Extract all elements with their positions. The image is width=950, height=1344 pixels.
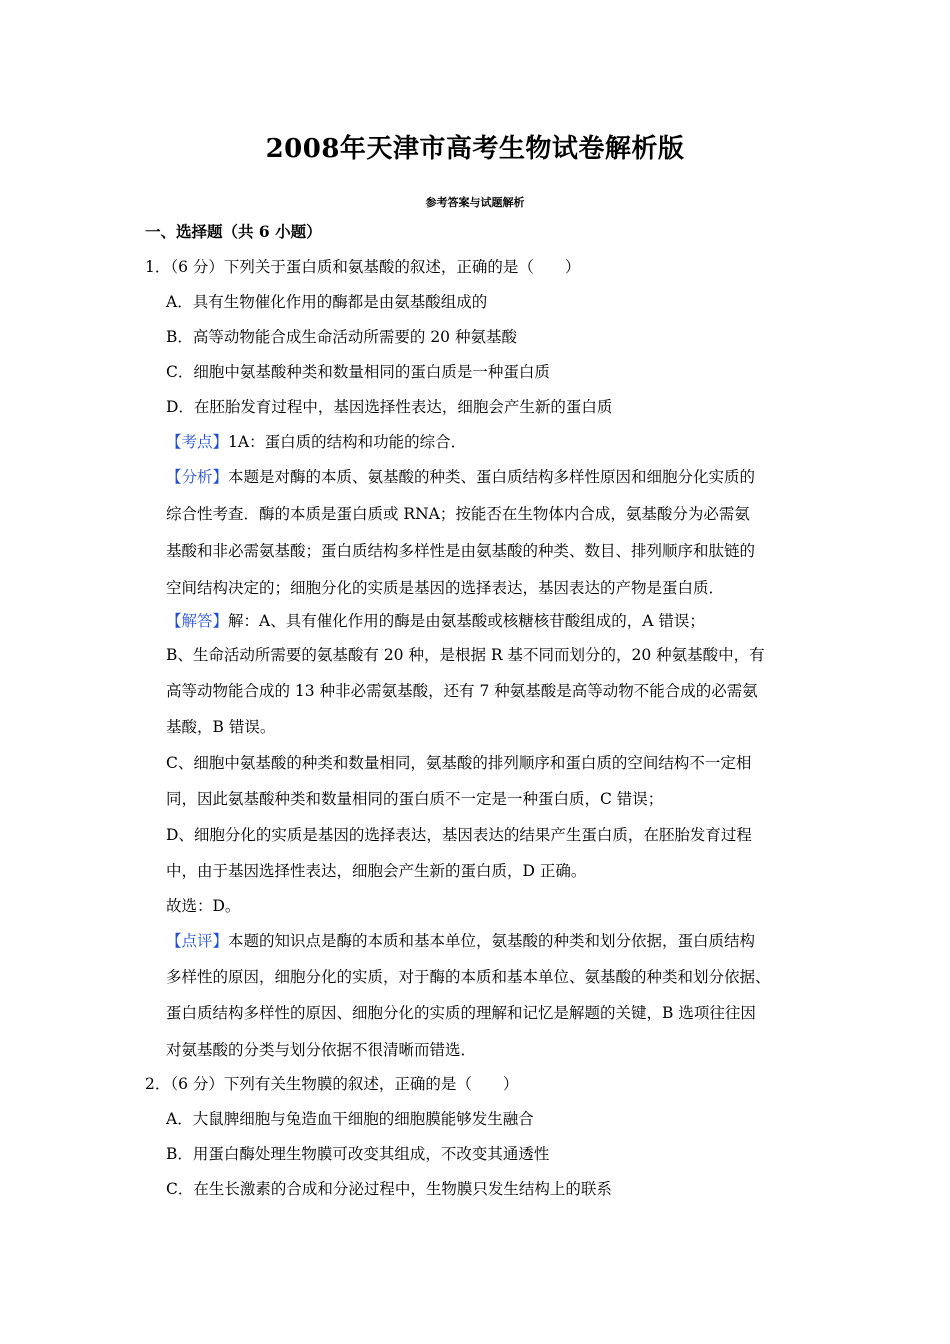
dianping-text-line: 本题的知识点是酶的本质和基本单位，氨基酸的种类和划分依据，蛋白质结构 (228, 932, 756, 950)
jieda-answer: 故选：D。 (166, 897, 241, 915)
dianping-text-line: 蛋白质结构多样性的原因、细胞分化的实质的理解和记忆是解题的关键，B 选项往往因 (166, 1004, 756, 1022)
fenxi-text-line: 空间结构决定的；细胞分化的实质是基因的选择表达，基因表达的产物是蛋白质． (166, 579, 725, 597)
jieda-text-line: 基酸，B 错误。 (166, 718, 276, 736)
question-2-option-c: C．在生长激素的合成和分泌过程中，生物膜只发生结构上的联系 (166, 1180, 612, 1198)
question-1-option-d: D．在胚胎发育过程中，基因选择性表达，细胞会产生新的蛋白质 (166, 398, 613, 416)
jieda-text-line: 同，因此氨基酸种类和数量相同的蛋白质不一定是一种蛋白质，C 错误； (166, 790, 664, 808)
section-heading: 一、选择题（共 6 小题） (145, 222, 322, 241)
question-2-option-a: A．大鼠脾细胞与兔造血干细胞的细胞膜能够发生融合 (166, 1110, 534, 1128)
fenxi-text-line: 基酸和非必需氨基酸；蛋白质结构多样性是由氨基酸的种类、数目、排列顺序和肽链的 (166, 542, 756, 560)
jieda-row (166, 610, 705, 632)
jieda-text-line: D、细胞分化的实质是基因的选择表达，基因表达的结果产生蛋白质，在胚胎发育过程 (166, 826, 752, 844)
dianping-text-line: 多样性的原因，细胞分化的实质，对于酶的本质和基本单位、氨基酸的种类和划分依据、 (166, 968, 771, 986)
jieda-text-line: 高等动物能合成的 13 种非必需氨基酸，还有 7 种氨基酸是高等动物不能合成的必需氨 (166, 682, 758, 700)
jieda-text-line: B、生命活动所需要的氨基酸有 20 种，是根据 R 基不同而划分的，20 种氨基酸中，有 (166, 646, 765, 664)
kaodian-text: 1A：蛋白质的结构和功能的综合． (228, 433, 467, 451)
fenxi-text-line: 综合性考查．酶的本质是蛋白质或 RNA；按能否在生物体内合成，氨基酸分为必需氨 (166, 505, 750, 523)
jieda-tag: 【解答】 (166, 612, 229, 630)
question-1-option-c: C．细胞中氨基酸种类和数量相同的蛋白质是一种蛋白质 (166, 363, 550, 381)
dianping-text-line: 对氨基酸的分类与划分依据不很清晰而错选． (166, 1041, 477, 1059)
kaodian-tag: 【考点】 (166, 433, 229, 451)
question-1-option-a: A．具有生物催化作用的酶都是由氨基酸组成的 (166, 293, 488, 311)
fenxi-row (166, 466, 755, 488)
dianping-tag: 【点评】 (166, 932, 229, 950)
jieda-text-line: C、细胞中氨基酸的种类和数量相同，氨基酸的排列顺序和蛋白质的空间结构不一定相 (166, 754, 752, 772)
question-2-option-b: B．用蛋白酶处理生物膜可改变其组成，不改变其通透性 (166, 1145, 550, 1163)
page-subtitle: 参考答案与试题解析 (425, 196, 525, 209)
jieda-text-line: 解：A、具有催化作用的酶是由氨基酸或核糖核苷酸组成的，A 错误； (228, 612, 705, 630)
jieda-text-line: 中，由于基因选择性表达，细胞会产生新的蛋白质，D 正确。 (166, 862, 587, 880)
question-1-stem: 1．（6 分）下列关于蛋白质和氨基酸的叙述，正确的是（ ） (145, 258, 581, 276)
question-1-option-b: B．高等动物能合成生命活动所需要的 20 种氨基酸 (166, 328, 517, 346)
page-title: 2008年天津市高考生物试卷解析版 (265, 134, 685, 164)
dianping-row (166, 930, 755, 952)
kaodian-row (166, 431, 466, 453)
fenxi-tag: 【分析】 (166, 468, 229, 486)
question-2-stem: 2．（6 分）下列有关生物膜的叙述，正确的是（ ） (145, 1075, 519, 1093)
fenxi-text-line: 本题是对酶的本质、氨基酸的种类、蛋白质结构多样性原因和细胞分化实质的 (228, 468, 756, 486)
